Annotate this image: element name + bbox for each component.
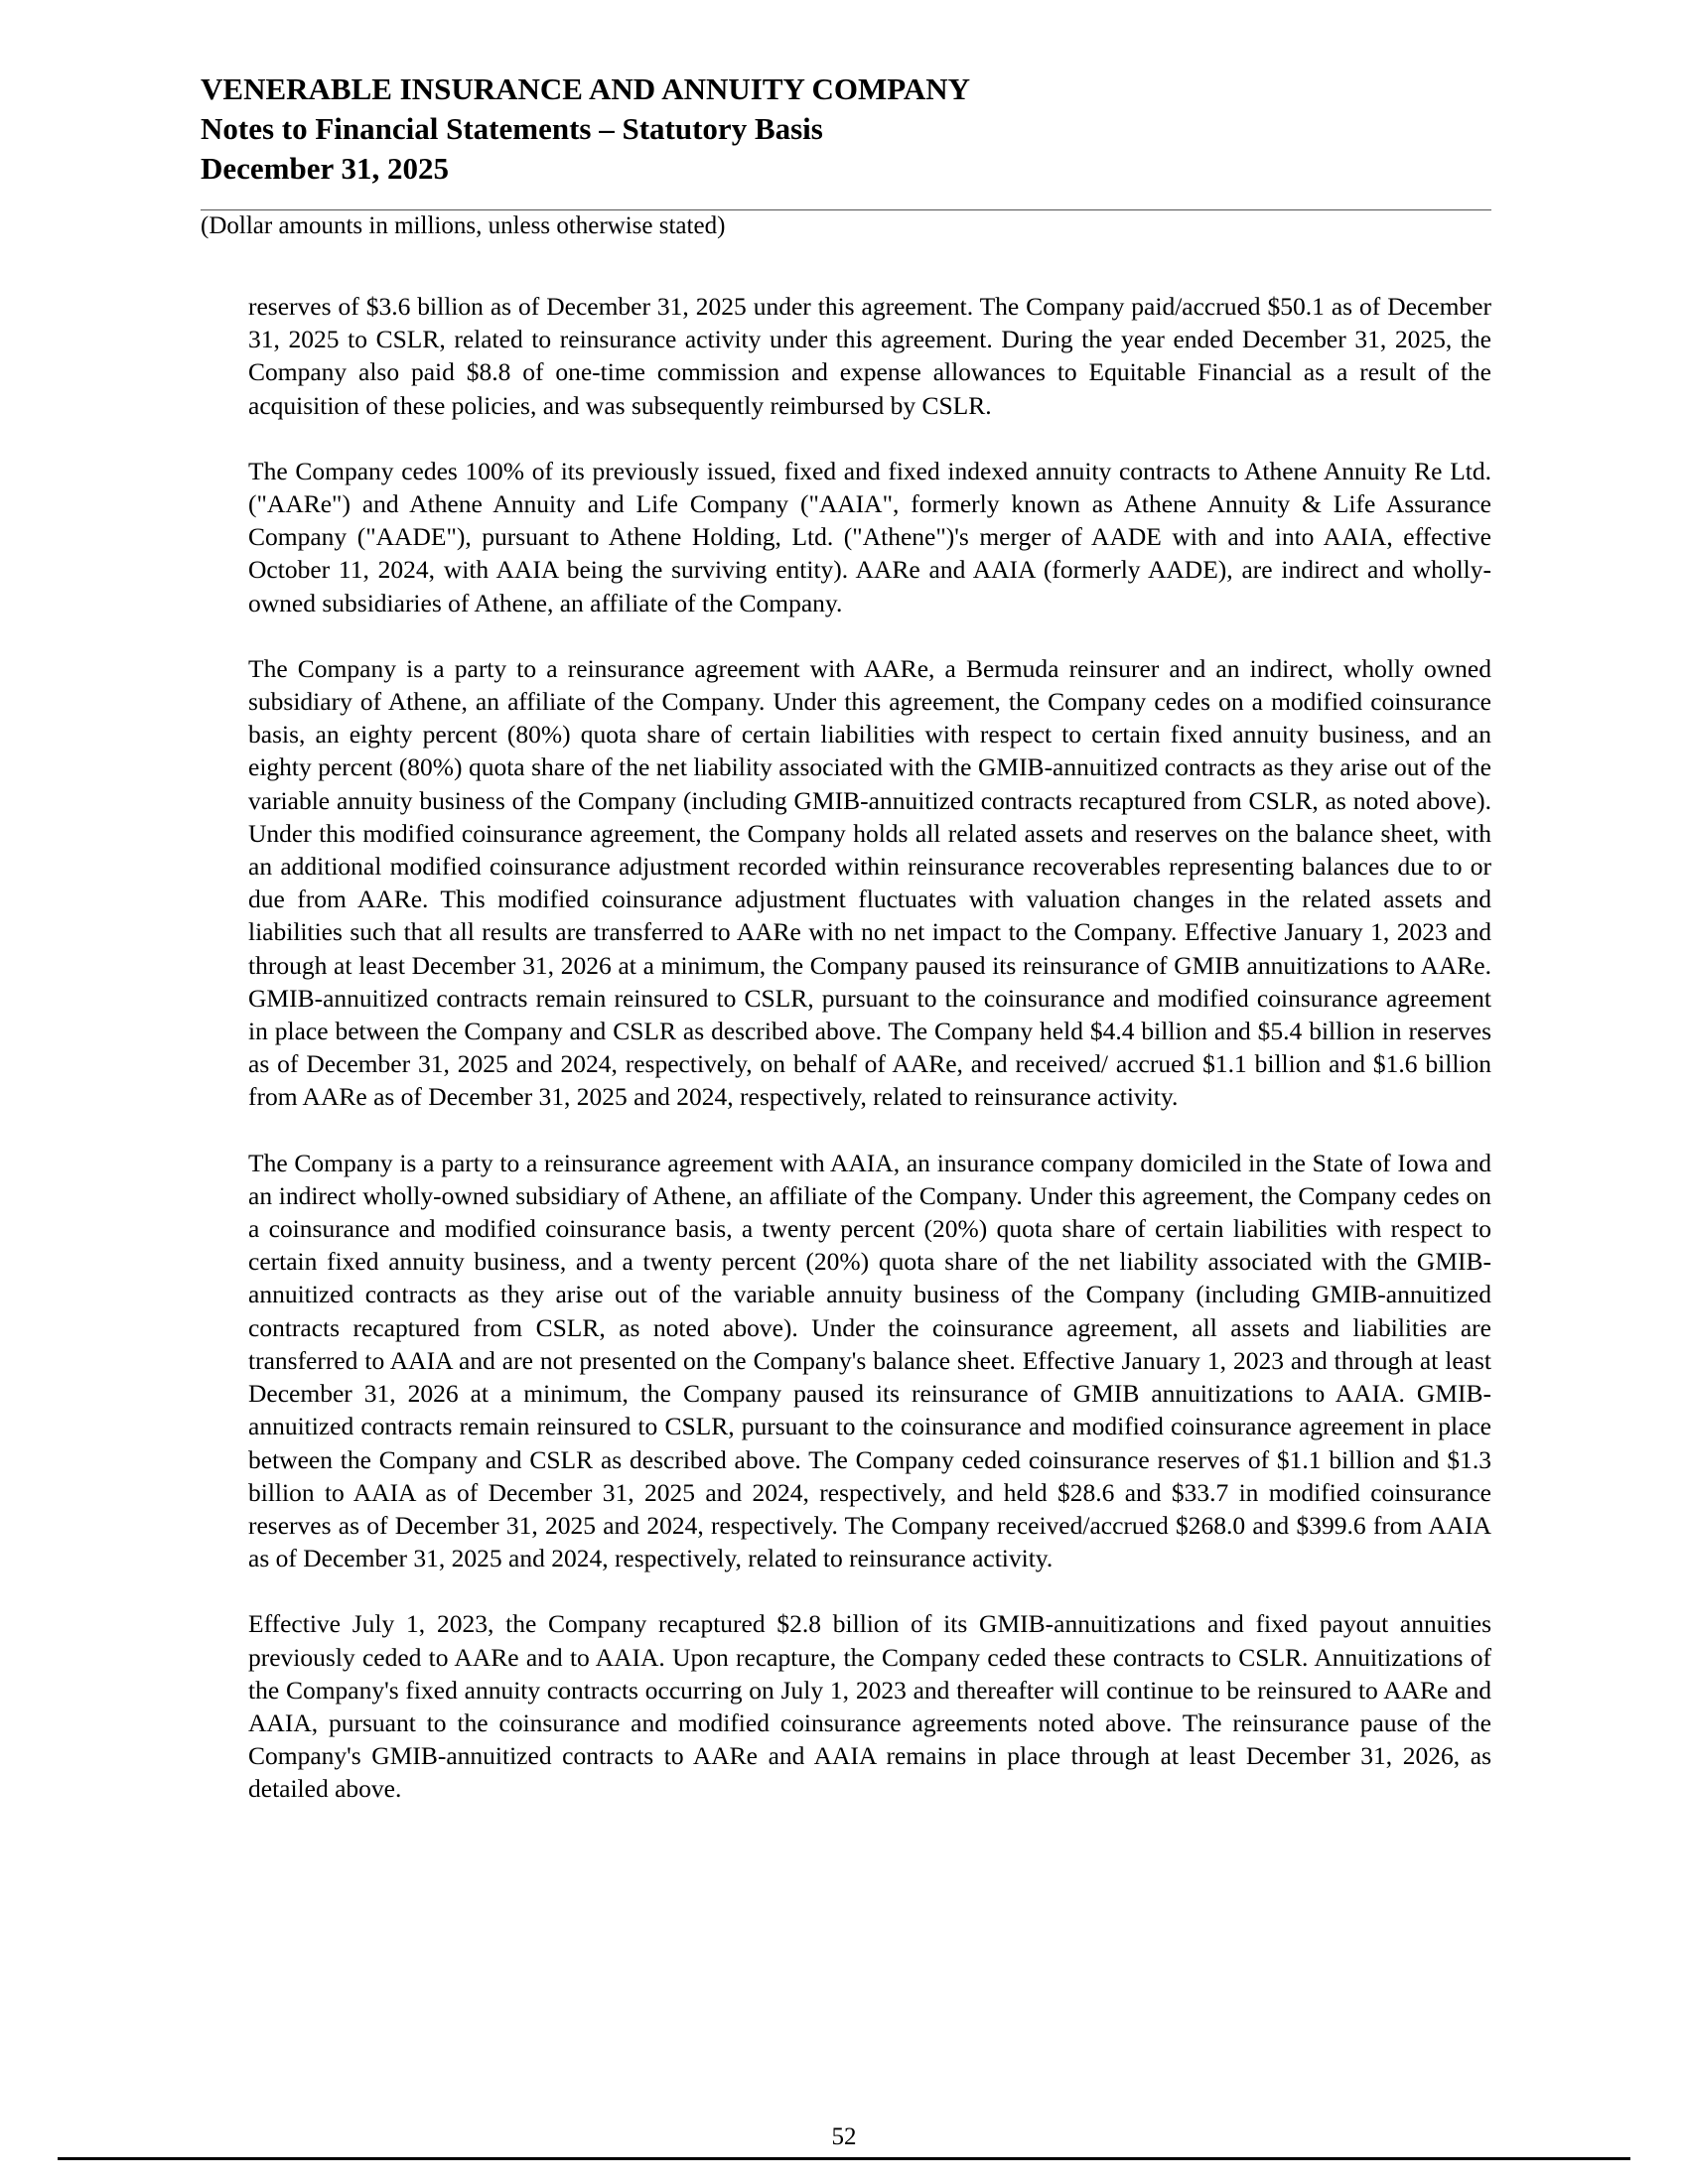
- footer-divider: [58, 2157, 1630, 2160]
- page-number: 52: [831, 2123, 857, 2150]
- paragraph-recapture: Effective July 1, 2023, the Company recaptured $2.8 billion of its GMIB-annuitizations and fixed payout annuities previously ceded to AARe and to AAIA. Upon recapture, the Company ceded these contracts to CSLR. Annuitizations of the Company's fixed annuity contracts occurring on July 1, 2023 and thereafter will continue to be reinsured to AARe and AAIA, pursuant to the coinsurance and modified coinsurance agreements noted above. The reinsurance pause of the Company's GMIB-annuitized contracts to AARe and AAIA remains in place through at least December 31, 2026, as detailed above.: [248, 1609, 1491, 1804]
- document-subtitle: Notes to Financial Statements – Statutory Basis: [201, 111, 823, 146]
- page-header: [201, 69, 1491, 189]
- body-text: [248, 290, 1491, 1839]
- paragraph-aare-agreement: The Company is a party to a reinsurance agreement with AARe, a Bermuda reinsurer and an indirect, wholly owned subsidiary of Athene, an affiliate of the Company. Under this agreement, the Company cedes on a modified coinsurance basis, an eighty percent (80%) quota share of certain liabilities with respect to certain fixed annuity business, and an eighty percent (80%) quota share of the net liability associated with the GMIB-annuitized contracts as they arise out of the variable annuity business of the Company (including GMIB-annuitized contracts recaptured from CSLR, as noted above). Under this modified coinsurance agreement, the Company holds all related assets and reserves on the balance sheet, with an additional modified coinsurance adjustment recorded within reinsurance recoverables representing balances due to or due from AARe. This modified coinsurance adjustment fluctuates with valuation changes in the related assets and liabilities such that all results are transferred to AARe with no net impact to the Company. Effective January 1, 2023 and through at least December 31, 2026 at a minimum, the Company paused its reinsurance of GMIB annuitizations to AARe. GMIB-annuitized contracts remain reinsured to CSLR, pursuant to the coinsurance and modified coinsurance agreement in place between the Company and CSLR as described above. The Company held $4.4 billion and $5.4 billion in reserves as of December 31, 2025 and 2024, respectively, on behalf of AARe, and received/ accrued $1.1 billion and $1.6 billion from AARe as of December 31, 2025 and 2024, respectively, related to reinsurance activity.: [248, 653, 1491, 1112]
- paragraph-aaia-agreement: The Company is a party to a reinsurance agreement with AAIA, an insurance company domiciled in the State of Iowa and an indirect wholly-owned subsidiary of Athene, an affiliate of the Company. Under this agreement, the Company cedes on a coinsurance and modified coinsurance basis, a twenty percent (20%) quota share of certain liabilities with respect to certain fixed annuity business, and a twenty percent (20%) quota share of the net liability associated with the GMIB-annuitized contracts as they arise out of the variable annuity business of the Company (including GMIB-annuitized contracts recaptured from CSLR, as noted above). Under the coinsurance agreement, all assets and liabilities are transferred to AAIA and are not presented on the Company's balance sheet. Effective January 1, 2023 and through at least December 31, 2026 at a minimum, the Company paused its reinsurance of GMIB annuitizations to AAIA. GMIB-annuitized contracts remain reinsured to CSLR, pursuant to the coinsurance and modified coinsurance agreement in place between the Company and CSLR as described above. The Company ceded coinsurance reserves of $1.1 billion and $1.3 billion to AAIA as of December 31, 2025 and 2024, respectively, and held $28.6 and $33.7 in modified coinsurance reserves as of December 31, 2025 and 2024, respectively. The Company received/accrued $268.0 and $399.6 from AAIA as of December 31, 2025 and 2024, respectively, related to reinsurance activity.: [248, 1148, 1491, 1573]
- units-note: (Dollar amounts in millions, unless otherwise stated): [201, 212, 726, 239]
- paragraph-cslr-continued: reserves of $3.6 billion as of December 31, 2025 under this agreement. The Company paid/accrued $50.1 as of December 31, 2025 to CSLR, related to reinsurance activity under this agreement. During the year ended December 31, 2025, the Company also paid $8.8 of one-time commission and expense allowances to Equitable Financial as a result of the acquisition of these policies, and was subsequently reimbursed by CSLR.: [248, 292, 1491, 420]
- statement-date: December 31, 2025: [201, 151, 449, 186]
- company-name: VENERABLE INSURANCE AND ANNUITY COMPANY: [201, 71, 971, 106]
- paragraph-athene-cession: The Company cedes 100% of its previously issued, fixed and fixed indexed annuity contracts to Athene Annuity Re Ltd. ("AARe") and Athene Annuity and Life Company ("AAIA", formerly known as Athene Annuity & Life Assurance Company ("AADE"), pursuant to Athene Holding, Ltd. ("Athene")'s merger of AADE with and into AAIA, effective October 11, 2024, with AAIA being the surviving entity). AARe and AAIA (formerly AADE), are indirect and wholly-owned subsidiaries of Athene, an affiliate of the Company.: [248, 456, 1491, 617]
